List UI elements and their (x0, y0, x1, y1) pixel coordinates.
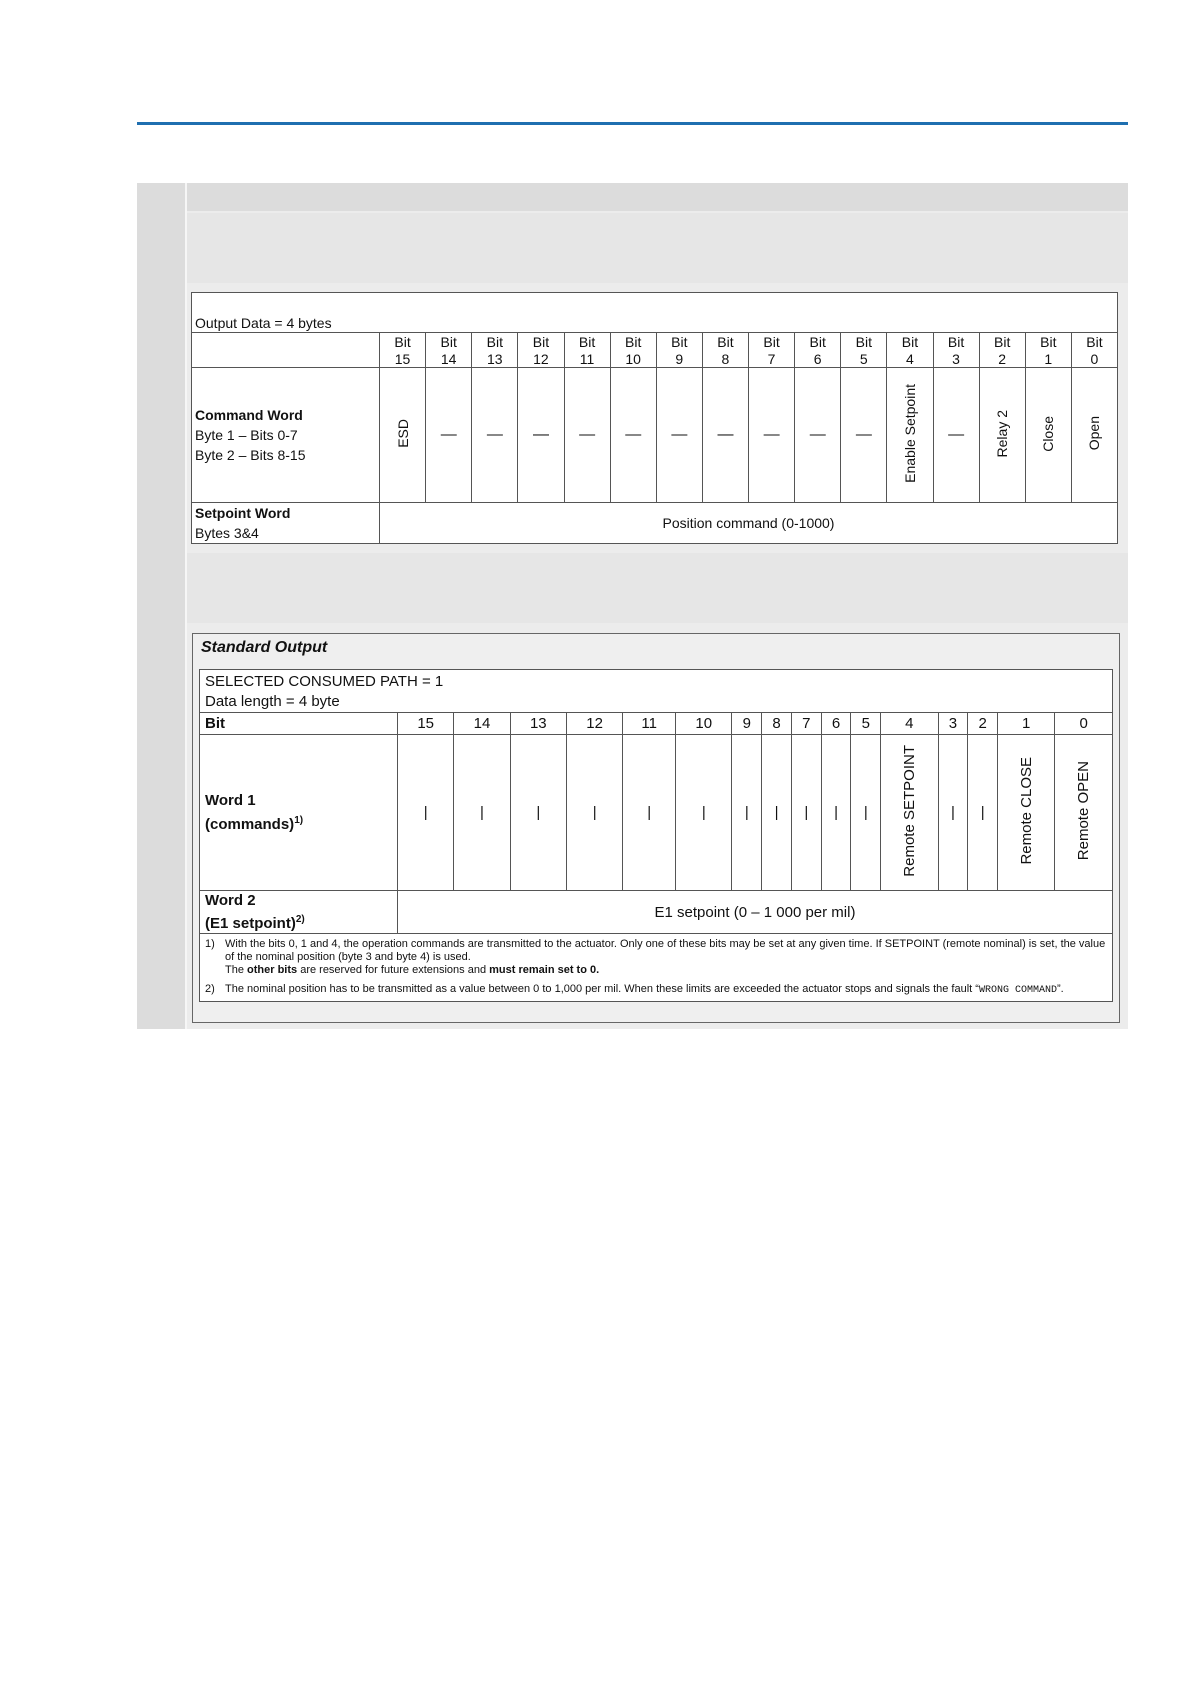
word1-bit-11: | (647, 804, 652, 821)
bit-label: Bit (656, 333, 702, 351)
bit-number: 9 (656, 350, 702, 368)
command-bit-8: — (717, 426, 734, 443)
word2-value: E1 setpoint (0 – 1 000 per mil) (398, 891, 1113, 934)
bit-number: 9 (732, 713, 762, 735)
bit-number: 14 (454, 713, 510, 735)
bit-number: 5 (851, 713, 881, 735)
command-bit-3: — (948, 426, 965, 443)
path-info (200, 670, 1113, 713)
footnote-1-text: With the bits 0, 1 and 4, the operation commands are transmitted to the actuator. Only one of these bits may be set at any given time. If SETPOINT (remote nominal) is set, the value of the nominal position (byte 3 and byte 4) is used. (225, 938, 1106, 963)
bit-number: 11 (564, 350, 610, 368)
word1-bit-8: | (774, 804, 779, 821)
setpoint-word-label: Setpoint Word (195, 505, 291, 521)
bit-number: 5 (841, 350, 887, 368)
bit-number: 7 (749, 350, 795, 368)
bit-label: Bit (749, 333, 795, 351)
bit-label: Bit (979, 333, 1025, 351)
word2-label: Word 2 (205, 892, 256, 909)
bit-number: 8 (702, 350, 748, 368)
command-bit-4: Enable Setpoint (901, 384, 918, 483)
bit-number: 12 (566, 713, 622, 735)
bit-label: Bit (380, 333, 426, 351)
word2-note-ref: 2) (295, 914, 305, 925)
word1-note-ref: 1) (294, 814, 304, 826)
setpoint-word-row (192, 503, 1118, 544)
word1-bit-14: | (480, 804, 484, 821)
bit-label: Bit (426, 333, 472, 351)
word1-bit-2: | (980, 804, 985, 821)
bit-label: Bit (610, 333, 656, 351)
bit-number: 8 (762, 713, 792, 735)
word2-header (200, 891, 398, 934)
word1-bit-7: | (804, 804, 809, 821)
output-data-title: Output Data = 4 bytes (192, 293, 1118, 333)
bit-number: 4 (881, 713, 938, 735)
bit-number: 13 (510, 713, 566, 735)
command-bit-10: — (625, 426, 642, 443)
command-word-header (192, 368, 380, 503)
word1-bit-0: Remote OPEN (1075, 760, 1093, 861)
bit-number: 3 (933, 350, 979, 368)
word1-bit-9: | (744, 804, 749, 821)
bit-label: Bit (702, 333, 748, 351)
standard-output-table (199, 669, 1113, 1002)
bit-number: 14 (426, 350, 472, 368)
bit-number: 0 (1071, 350, 1117, 368)
bit-number: 6 (821, 713, 851, 735)
footnote-2: 2) The nominal position has to be transmitted as a value between 0 to 1,000 per mil. When these limits are exceeded the actuator stops and signals the fault “WRONG COMMAND”. (205, 983, 1064, 996)
consumed-path: SELECTED CONSUMED PATH = 1 (205, 673, 444, 690)
word1-bit-4: Remote SETPOINT (900, 744, 918, 877)
standard-output-box (192, 633, 1120, 1023)
footnote-1: 1) With the bits 0, 1 and 4, the operation commands are transmitted to the actuator. Only one of these bits may be set at any given time. If SETPOINT (remote nominal) is set, the value of the nominal position (byte 3 and byte 4) is used. The other bits are reserved for future extensions and must remain set to 0. (205, 938, 1106, 976)
word1-bit-13: | (536, 804, 541, 821)
frame-row-2 (187, 553, 1128, 623)
word1-bit-12: | (592, 804, 597, 821)
bit-label: Bit (518, 333, 564, 351)
bit-label: Bit (564, 333, 610, 351)
word1-bit-5: | (863, 804, 868, 821)
standard-output-title: Standard Output (201, 639, 328, 656)
command-bit-7: — (763, 426, 780, 443)
bit-number: 3 (938, 713, 968, 735)
bit-label-row (192, 333, 1118, 351)
word1-header (200, 735, 398, 891)
command-bit-1: Close (1040, 415, 1057, 452)
footnote-2-text: The nominal position has to be transmitted as a value between 0 to 1,000 per mil. When these limits are exceeded the actuator stops and signals the fault “ (225, 983, 979, 995)
setpoint-word-value: Position command (0-1000) (380, 503, 1118, 544)
footnotes (200, 934, 1113, 1002)
word1-bit-3: | (950, 804, 955, 821)
bit-number: 11 (623, 713, 676, 735)
word1-bit-6: | (834, 804, 839, 821)
word1-sub: (commands) (205, 815, 295, 833)
word1-bit-15: | (423, 804, 428, 821)
output-data-table (191, 292, 1118, 544)
command-bit-9: — (671, 426, 688, 443)
command-bit-2: Relay 2 (994, 409, 1011, 458)
bit-label: Bit (1071, 333, 1117, 351)
word1-label: Word 1 (205, 791, 256, 809)
command-word-byte1: Byte 1 – Bits 0-7 (195, 427, 298, 443)
footnote-2-number: 2) (205, 983, 215, 995)
bit-number: 13 (472, 350, 518, 368)
bit-number: 10 (610, 350, 656, 368)
bit-label: Bit (887, 333, 933, 351)
bit-label: Bit (841, 333, 887, 351)
bit-number: 2 (979, 350, 1025, 368)
command-word-label: Command Word (195, 407, 303, 423)
footnotes-row (200, 934, 1113, 1002)
word1-bit-10: | (701, 804, 706, 821)
word1-row (200, 735, 1113, 891)
bit-label: Bit (795, 333, 841, 351)
fault-code: WRONG COMMAND (978, 985, 1057, 996)
word1-bit-1: Remote CLOSE (1017, 756, 1035, 865)
bit-number: 1 (1025, 350, 1071, 368)
command-bit-14: — (440, 426, 457, 443)
word2-row (200, 891, 1113, 934)
command-bit-11: — (579, 426, 596, 443)
setpoint-word-bytes: Bytes 3&4 (195, 525, 259, 541)
command-word-row (192, 368, 1118, 503)
bit-number: 2 (968, 713, 998, 735)
command-bit-0: Open (1086, 416, 1103, 451)
bit-number: 10 (676, 713, 732, 735)
frame-row-1 (187, 213, 1128, 283)
footnote-1-number: 1) (205, 938, 215, 950)
command-bit-6: — (809, 426, 826, 443)
command-bit-5: — (855, 426, 872, 443)
command-bit-13: — (486, 426, 503, 443)
frame-header-bar (137, 183, 1128, 211)
word2-sub: (E1 setpoint) (205, 915, 296, 932)
bit-number: 4 (887, 350, 933, 368)
bit-label: Bit (472, 333, 518, 351)
header-rule (137, 122, 1128, 125)
command-bit-15: ESD (394, 419, 411, 448)
bit-number: 15 (380, 350, 426, 368)
command-bit-12: — (532, 426, 549, 443)
data-length: Data length = 4 byte (205, 693, 340, 710)
bit-header-row (200, 713, 1113, 735)
bit-number: 12 (518, 350, 564, 368)
bit-number: 6 (795, 350, 841, 368)
command-word-byte2: Byte 2 – Bits 8-15 (195, 447, 306, 463)
bit-header: Bit (200, 713, 398, 735)
bit-number: 1 (998, 713, 1055, 735)
setpoint-word-header (192, 503, 380, 544)
bit-label: Bit (933, 333, 979, 351)
bit-number: 0 (1055, 713, 1113, 735)
frame-left-column (137, 211, 185, 1029)
bit-number: 7 (791, 713, 821, 735)
bit-number: 15 (398, 713, 454, 735)
bit-label: Bit (1025, 333, 1071, 351)
